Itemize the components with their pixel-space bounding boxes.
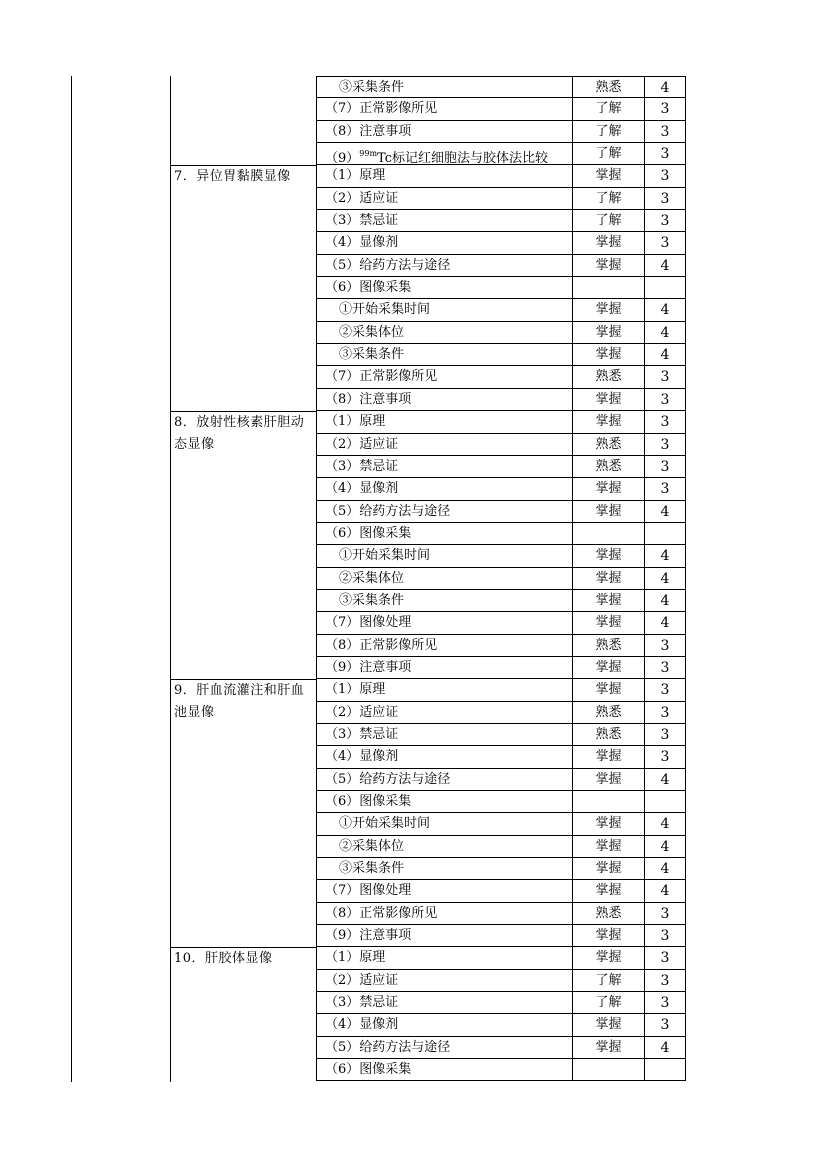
item-text: （3）禁忌证	[325, 458, 399, 474]
table-row	[170, 702, 686, 724]
table-row	[170, 523, 686, 545]
score-cell	[645, 277, 686, 299]
level-cell: 掌握	[573, 501, 645, 523]
level-cell: 了解	[573, 970, 645, 992]
score-cell: 3	[645, 947, 686, 969]
item-cell	[316, 612, 573, 634]
item-text: （5）给药方法与途径	[325, 1039, 451, 1055]
item-cell	[316, 523, 573, 545]
table-row	[170, 545, 686, 567]
level-cell: 掌握	[573, 1014, 645, 1036]
item-text: （4）显像剂	[325, 749, 399, 765]
section-cell	[170, 568, 316, 590]
item-cell	[316, 232, 573, 254]
section-cell	[170, 322, 316, 344]
item-cell	[316, 970, 573, 992]
score-cell: 3	[645, 121, 686, 143]
table-row	[170, 143, 686, 165]
section-title: 9．肝血流灌注和肝血池显像	[174, 683, 305, 721]
item-cell	[316, 98, 573, 120]
item-text: ①开始采集时间	[339, 302, 431, 318]
item-cell	[316, 344, 573, 366]
level-cell: 熟悉	[573, 456, 645, 478]
item-cell	[316, 947, 573, 969]
score-cell	[645, 1059, 686, 1081]
item-text: ③采集条件	[339, 80, 405, 95]
item-text: ②采集体位	[339, 324, 405, 340]
section-cell	[170, 724, 316, 746]
section-cell	[170, 98, 316, 120]
item-cell	[316, 478, 573, 500]
table-row	[170, 188, 686, 210]
item-cell	[316, 255, 573, 277]
section-cell	[170, 188, 316, 210]
item-text: （7）图像处理	[325, 883, 412, 899]
table-row	[170, 478, 686, 500]
syllabus-table	[170, 76, 686, 1081]
item-text: ③采集条件	[339, 347, 405, 363]
score-cell: 3	[645, 679, 686, 701]
item-text: （9）注意事项	[325, 659, 412, 675]
section-cell	[170, 746, 316, 768]
item-cell	[316, 858, 573, 880]
item-text: （8）注意事项	[325, 391, 412, 407]
section-cell	[170, 880, 316, 902]
section-cell	[170, 478, 316, 500]
score-cell: 3	[645, 210, 686, 232]
score-cell: 4	[645, 1037, 686, 1059]
level-cell: 掌握	[573, 858, 645, 880]
item-cell	[316, 121, 573, 143]
table-row	[170, 813, 686, 835]
item-text: （1）原理	[325, 168, 386, 184]
score-cell: 3	[645, 98, 686, 120]
item-text: （8）正常影像所见	[325, 905, 438, 921]
level-cell: 掌握	[573, 657, 645, 679]
item-cell	[316, 143, 573, 165]
score-cell: 3	[645, 992, 686, 1014]
section-cell	[170, 277, 316, 299]
table-row	[170, 232, 686, 254]
level-cell: 掌握	[573, 612, 645, 634]
section-cell	[170, 702, 316, 724]
score-cell: 4	[645, 501, 686, 523]
item-text: （1）原理	[325, 950, 386, 966]
item-cell	[316, 679, 573, 701]
table-row	[170, 970, 686, 992]
score-cell: 4	[645, 858, 686, 880]
section-cell	[170, 121, 316, 143]
item-text: ②采集体位	[339, 570, 405, 586]
table-row	[170, 1037, 686, 1059]
table-row	[170, 568, 686, 590]
score-cell: 4	[645, 299, 686, 321]
item-prefix: （9）	[325, 151, 360, 167]
section-cell	[170, 679, 316, 721]
item-cell	[316, 791, 573, 813]
table-row	[170, 210, 686, 232]
item-text: （8）正常影像所见	[325, 637, 438, 653]
item-text: ①开始采集时间	[339, 816, 431, 832]
item-text: ③采集条件	[339, 592, 405, 608]
score-cell	[645, 791, 686, 813]
score-cell	[645, 523, 686, 545]
item-cell	[316, 702, 573, 724]
section-cell	[170, 612, 316, 634]
table-row	[170, 322, 686, 344]
table-row	[170, 501, 686, 523]
section-cell	[170, 389, 316, 411]
left-border-line	[71, 76, 72, 1082]
section-cell	[170, 366, 316, 388]
table-row	[170, 858, 686, 880]
item-text: Tc标记红细胞法与胶体法比较	[377, 151, 548, 167]
level-cell: 熟悉	[573, 76, 645, 98]
level-cell: 掌握	[573, 590, 645, 612]
table-row	[170, 836, 686, 858]
level-cell: 了解	[573, 121, 645, 143]
level-cell: 了解	[573, 992, 645, 1014]
score-cell: 3	[645, 411, 686, 433]
section-cell	[170, 434, 316, 456]
table-row	[170, 590, 686, 612]
section-cell	[170, 813, 316, 835]
table-row	[170, 1059, 686, 1081]
table-row	[170, 992, 686, 1014]
item-text: （6）图像采集	[325, 525, 412, 541]
item-text: （4）显像剂	[325, 235, 399, 251]
level-cell: 了解	[573, 98, 645, 120]
table-row	[170, 903, 686, 925]
score-cell: 3	[645, 165, 686, 187]
item-text: （9）注意事项	[325, 928, 412, 944]
item-text: （7）图像处理	[325, 615, 412, 631]
level-cell: 掌握	[573, 880, 645, 902]
table-row	[170, 724, 686, 746]
score-cell: 3	[645, 232, 686, 254]
section-cell	[170, 925, 316, 947]
level-cell: 掌握	[573, 299, 645, 321]
level-cell: 掌握	[573, 165, 645, 187]
section-cell	[170, 970, 316, 992]
level-cell: 掌握	[573, 232, 645, 254]
level-cell: 掌握	[573, 925, 645, 947]
level-cell: 掌握	[573, 255, 645, 277]
item-cell	[316, 210, 573, 232]
isotope-superscript: 99m	[359, 149, 378, 159]
item-cell	[316, 188, 573, 210]
section-cell	[170, 836, 316, 858]
item-cell	[316, 836, 573, 858]
table-row	[170, 657, 686, 679]
table-row	[170, 456, 686, 478]
score-cell: 3	[645, 389, 686, 411]
level-cell: 掌握	[573, 947, 645, 969]
level-cell: 掌握	[573, 568, 645, 590]
item-cell	[316, 366, 573, 388]
score-cell: 4	[645, 568, 686, 590]
item-cell	[316, 389, 573, 411]
section-cell	[170, 1037, 316, 1059]
section-cell	[170, 523, 316, 545]
section-cell	[170, 344, 316, 366]
level-cell: 掌握	[573, 769, 645, 791]
level-cell: 掌握	[573, 746, 645, 768]
item-cell	[316, 434, 573, 456]
item-cell	[316, 299, 573, 321]
level-cell: 熟悉	[573, 702, 645, 724]
level-cell	[573, 1059, 645, 1081]
level-cell: 掌握	[573, 1037, 645, 1059]
score-cell: 4	[645, 836, 686, 858]
table-row	[170, 98, 686, 120]
level-cell: 掌握	[573, 545, 645, 567]
item-text: （3）禁忌证	[325, 726, 399, 742]
score-cell: 4	[645, 344, 686, 366]
item-cell	[316, 590, 573, 612]
score-cell: 3	[645, 925, 686, 947]
level-cell: 掌握	[573, 389, 645, 411]
section-cell	[170, 76, 316, 98]
item-cell	[316, 635, 573, 657]
section-cell	[170, 501, 316, 523]
score-cell: 3	[645, 635, 686, 657]
item-text: （3）禁忌证	[325, 213, 399, 229]
level-cell: 掌握	[573, 411, 645, 433]
score-cell: 3	[645, 903, 686, 925]
item-text: （2）适应证	[325, 436, 399, 452]
level-cell: 熟悉	[573, 366, 645, 388]
section-title: 8．放射性核素肝胆动态显像	[174, 415, 305, 453]
table-row	[170, 746, 686, 768]
level-cell: 掌握	[573, 322, 645, 344]
table-row	[170, 255, 686, 277]
section-cell	[170, 545, 316, 567]
item-text: （7）正常影像所见	[325, 369, 438, 385]
item-cell	[316, 568, 573, 590]
table-row	[170, 277, 686, 299]
item-cell	[316, 925, 573, 947]
level-cell: 熟悉	[573, 724, 645, 746]
level-cell: 熟悉	[573, 635, 645, 657]
score-cell: 4	[645, 255, 686, 277]
item-cell	[316, 501, 573, 523]
section-cell	[170, 255, 316, 277]
section-cell	[170, 299, 316, 321]
score-cell: 4	[645, 612, 686, 634]
score-cell: 3	[645, 724, 686, 746]
level-cell: 掌握	[573, 813, 645, 835]
table-row	[170, 925, 686, 947]
level-cell: 了解	[573, 188, 645, 210]
table-row	[170, 434, 686, 456]
item-text: （1）原理	[325, 414, 386, 430]
score-cell: 3	[645, 456, 686, 478]
item-cell	[316, 1059, 573, 1081]
section-cell	[170, 210, 316, 232]
table-row	[170, 344, 686, 366]
score-cell: 4	[645, 322, 686, 344]
item-cell	[316, 545, 573, 567]
table-row	[170, 791, 686, 813]
score-cell: 3	[645, 188, 686, 210]
item-cell	[316, 322, 573, 344]
level-cell	[573, 791, 645, 813]
item-cell	[316, 456, 573, 478]
item-cell	[316, 992, 573, 1014]
score-cell: 3	[645, 478, 686, 500]
level-cell: 掌握	[573, 836, 645, 858]
item-cell	[316, 277, 573, 299]
item-cell	[316, 76, 573, 98]
score-cell: 3	[645, 143, 686, 165]
section-cell	[170, 657, 316, 679]
item-cell	[316, 657, 573, 679]
score-cell: 4	[645, 880, 686, 902]
level-cell	[573, 523, 645, 545]
item-text: （2）适应证	[325, 704, 399, 720]
item-text: （5）给药方法与途径	[325, 771, 451, 787]
level-cell: 熟悉	[573, 434, 645, 456]
item-text: （6）图像采集	[325, 280, 412, 296]
score-cell: 4	[645, 769, 686, 791]
item-cell	[316, 813, 573, 835]
item-text: （2）适应证	[325, 190, 399, 206]
score-cell: 3	[645, 702, 686, 724]
table-row	[170, 1014, 686, 1036]
section-cell	[170, 635, 316, 657]
item-cell	[316, 724, 573, 746]
score-cell: 3	[645, 434, 686, 456]
level-cell: 了解	[573, 210, 645, 232]
table-row	[170, 165, 686, 187]
score-cell: 3	[645, 746, 686, 768]
item-text: ①开始采集时间	[339, 548, 431, 564]
item-text: （5）给药方法与途径	[325, 257, 451, 273]
level-cell: 掌握	[573, 478, 645, 500]
item-text: （7）正常影像所见	[325, 101, 438, 117]
section-cell	[170, 165, 316, 187]
score-cell: 4	[645, 590, 686, 612]
item-text: （2）适应证	[325, 972, 399, 988]
level-cell: 了解	[573, 143, 645, 165]
score-cell: 3	[645, 657, 686, 679]
item-text: ②采集体位	[339, 838, 405, 854]
section-cell	[170, 992, 316, 1014]
item-text: （4）显像剂	[325, 1017, 399, 1033]
section-cell	[170, 1059, 316, 1081]
table-row	[170, 76, 686, 98]
section-cell	[170, 903, 316, 925]
section-cell	[170, 858, 316, 880]
item-text: （3）禁忌证	[325, 995, 399, 1011]
item-text: （5）给药方法与途径	[325, 503, 451, 519]
table-row	[170, 299, 686, 321]
section-cell	[170, 769, 316, 791]
section-cell	[170, 411, 316, 453]
section-cell	[170, 143, 316, 165]
item-cell	[316, 1037, 573, 1059]
table-row	[170, 635, 686, 657]
section-title: 7．异位胃黏膜显像	[174, 169, 291, 185]
item-cell	[316, 411, 573, 433]
level-cell: 掌握	[573, 344, 645, 366]
section-cell	[170, 1014, 316, 1036]
item-cell	[316, 769, 573, 791]
item-cell	[316, 165, 573, 187]
section-cell	[170, 590, 316, 612]
section-cell	[170, 456, 316, 478]
level-cell	[573, 277, 645, 299]
item-cell	[316, 880, 573, 902]
item-cell	[316, 1014, 573, 1036]
item-text: ③采集条件	[339, 861, 405, 877]
section-title: 10．肝胶体显像	[174, 951, 273, 967]
section-cell	[170, 947, 316, 969]
table-row	[170, 769, 686, 791]
table-row	[170, 366, 686, 388]
item-text: （6）图像采集	[325, 1062, 412, 1078]
item-text: （6）图像采集	[325, 794, 412, 809]
table-row	[170, 612, 686, 634]
item-text: （8）注意事项	[325, 123, 412, 139]
item-text: （4）显像剂	[325, 481, 399, 497]
section-cell	[170, 232, 316, 254]
score-cell: 4	[645, 813, 686, 835]
table-row	[170, 947, 686, 969]
score-cell: 3	[645, 366, 686, 388]
level-cell: 掌握	[573, 679, 645, 701]
item-cell	[316, 746, 573, 768]
score-cell: 3	[645, 970, 686, 992]
level-cell: 熟悉	[573, 903, 645, 925]
score-cell: 4	[645, 76, 686, 98]
table-row	[170, 880, 686, 902]
score-cell: 3	[645, 1014, 686, 1036]
item-cell	[316, 903, 573, 925]
section-cell	[170, 791, 316, 813]
table-row	[170, 389, 686, 411]
item-text: （1）原理	[325, 682, 386, 698]
score-cell: 4	[645, 545, 686, 567]
table-row	[170, 121, 686, 143]
